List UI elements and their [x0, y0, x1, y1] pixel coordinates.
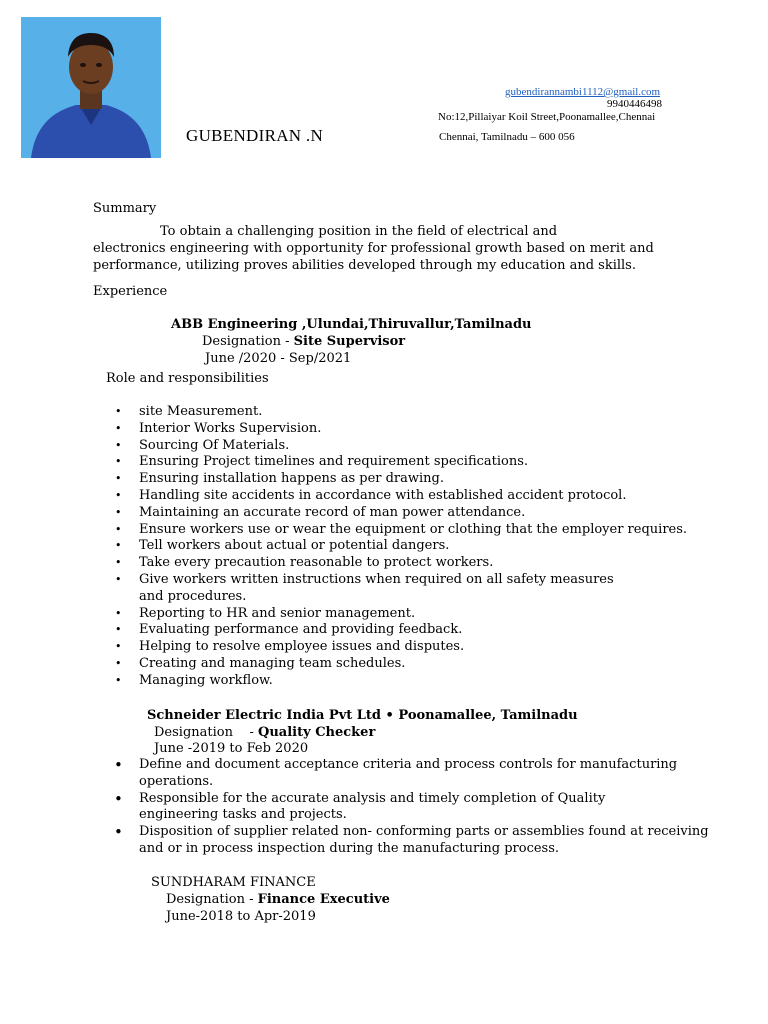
job-period: June -2019 to Feb 2020: [154, 741, 309, 756]
job-designation: [154, 724, 375, 741]
list-item: [139, 757, 709, 791]
list-item: • site Measurement.: [139, 404, 699, 421]
designation-label: Designation -: [166, 892, 258, 907]
summary-line: To obtain a challenging position in the field of electrical and: [160, 224, 558, 239]
list-item-continuation: operations.: [139, 773, 214, 789]
list-item: • Creating and managing team schedules.: [139, 656, 699, 673]
list-item-text: Disposition of supplier related non- conforming parts or assemblies found at receiving: [139, 824, 709, 840]
list-item-continuation: and or in process inspection during the manufacturing process.: [139, 840, 560, 856]
list-item-text: Give workers written instructions when required on all safety measures: [139, 571, 614, 587]
designation-value: Site Supervisor: [293, 334, 406, 349]
designation-value: Quality Checker: [258, 725, 376, 740]
list-item: [139, 572, 699, 606]
address-line-2: Chennai, Tamilnadu – 600 056: [439, 131, 575, 143]
address-line-1: No:12,Pillaiyar Koil Street,Poonamallee,Chennai: [438, 111, 656, 123]
job-designation: [166, 891, 390, 908]
email-link[interactable]: gubendirannambi1112@gmail.com: [505, 86, 661, 98]
list-item: • Reporting to HR and senior management.: [139, 606, 699, 623]
job-designation: [202, 333, 405, 350]
person-photo-icon: [21, 17, 161, 158]
job-period: June-2018 to Apr-2019: [166, 909, 316, 924]
summary-line: electronics engineering with opportunity for professional growth based on merit and: [93, 241, 654, 256]
role-heading: Role and responsibilities: [106, 371, 269, 386]
designation-value: Finance Executive: [257, 892, 390, 907]
summary-heading: Summary: [93, 201, 157, 216]
list-item: [139, 791, 709, 825]
list-item-continuation: engineering tasks and projects.: [139, 807, 347, 823]
profile-photo: [21, 17, 161, 158]
list-item: • Ensuring Project timelines and requirement specifications.: [139, 454, 699, 471]
list-item: • Sourcing Of Materials.: [139, 438, 699, 455]
summary-line: performance, utilizing proves abilities developed through my education and skills.: [93, 258, 636, 273]
list-item: • Interior Works Supervision.: [139, 421, 699, 438]
list-item: • Managing workflow.: [139, 673, 699, 690]
phone-number: 9940446498: [607, 98, 662, 110]
list-item-text: Define and document acceptance criteria and process controls for manufacturing: [139, 757, 678, 772]
list-item: • Ensure workers use or wear the equipment or clothing that the employer requires.: [139, 522, 699, 539]
list-item-text: Responsible for the accurate analysis and timely completion of Quality: [139, 790, 606, 806]
designation-label: Designation -: [154, 725, 259, 740]
list-item: • Maintaining an accurate record of man power attendance.: [139, 505, 699, 522]
job-company: Schneider Electric India Pvt Ltd • Poonamallee, Tamilnadu: [147, 708, 578, 723]
list-item: • Ensuring installation happens as per drawing.: [139, 471, 699, 488]
candidate-name: GUBENDIRAN .N: [186, 126, 324, 145]
list-item: • Evaluating performance and providing feedback.: [139, 622, 699, 639]
job-period: June /2020 - Sep/2021: [205, 351, 352, 366]
list-item: [139, 824, 709, 858]
list-item-continuation: and procedures.: [139, 588, 247, 604]
job-company: ABB Engineering ,Ulundai,Thiruvallur,Tamilnadu: [171, 317, 532, 332]
duty-list: [139, 404, 699, 690]
list-item: • Take every precaution reasonable to protect workers.: [139, 555, 699, 572]
list-item: • Helping to resolve employee issues and disputes.: [139, 639, 699, 656]
job-company: SUNDHARAM FINANCE: [151, 875, 316, 890]
experience-heading: Experience: [93, 284, 168, 299]
designation-label: Designation -: [202, 334, 294, 349]
list-item: • Tell workers about actual or potential dangers.: [139, 538, 699, 555]
list-item: • Handling site accidents in accordance with established accident protocol.: [139, 488, 699, 505]
duty-list: [139, 757, 709, 858]
